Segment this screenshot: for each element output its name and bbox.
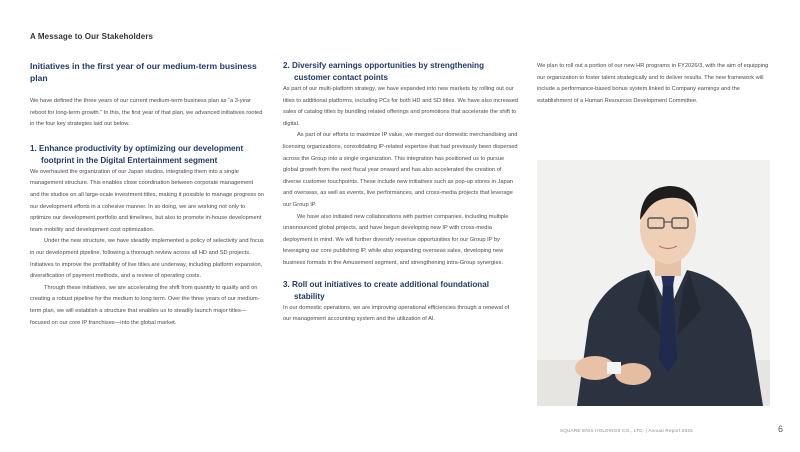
strategy-3-paragraph-1: In our domestic operations, we are improving operational efficiencies through a renewal of our management accounting system and the utilization of AI. — [283, 304, 510, 323]
strategy-1-paragraph-3: Through these initiatives, we are accelerating the shift from quantity to quality and on creating a robust pipeline for the medium to long term. Over the three years of our medium-term plan, we will establish a structure that enables us to steadily launch major titles—focused on our core IP franchises—into the global market. — [30, 284, 260, 326]
column-2 — [283, 60, 519, 326]
column-1 — [30, 60, 264, 329]
section-title: A Message to Our Stakeholders — [30, 32, 154, 41]
strategy-2-heading: 2. Diversify earnings opportunities by strengthening customer contact points — [283, 61, 485, 82]
strategy-1-heading: 1. Enhance productivity by optimizing our development footprint in the Digital Entertainment segment — [30, 143, 244, 165]
strategy-2-paragraph-2: As part of our efforts to maximize IP value, we merged our domestic merchandising and licensing organizations, consolidating IP-related expertise that had previously been dispersed across the Group into a single organization. This integration has positioned us to pursue global growth from the next fiscal year onward and has also accelerated the creation of diverse customer touchpoints. These include new initiatives such as pop-up stores in Japan and overseas, as well as events, live performances, and cross-media projects that leverage our Group IP. — [283, 132, 518, 208]
initiatives-heading: Initiatives in the first year of our medium-term business plan — [30, 61, 257, 83]
strategy-2-paragraph-1: As part of our multi-platform strategy, we have expanded into new markets by rolling out our titles to additional platforms, including PCs for both HD and SD titles. We have also increased sales of catalog titles by bundling related offerings and promotions that accelerate the shift to digital. — [283, 86, 519, 127]
page-number: 6 — [778, 424, 784, 434]
strategy-2-paragraph-3: We have also initiated new collaborations with partner companies, including multiple unannounced global projects, and have begun developing new IP with cross-media deployment in mind. We will further diversify revenue opportunities for our Group IP by leveraging our core publishing IP, while also expanding overseas sales, developing new business formats in the Amusement segment, and strengthening intra-Group synergies. — [283, 213, 509, 266]
footer-company: SQUARE ENIX HOLDINGS CO., LTD. | Annual Report 2025 — [560, 428, 693, 433]
strategy-3-heading: 3. Roll out initiatives to create additional foundational stability — [283, 279, 489, 301]
intro-paragraph: We have defined the three years of our current medium-term business plan as “a 3-year reboot for long-term growth.” In this, the first year of that plan, we advanced initiatives rooted in the four key strategies laid out below. — [30, 98, 263, 128]
strategy-1-paragraph-1: We overhauled the organization of our Japan studios, integrating them into a single management structure. This enables close coordination between corporate management and the studios on all large-scale investment titles, making it possible to manage progress on our development efforts in a cohesive manner. In so doing, we are working not only to optimize our development portfolio and timelines, but also to promote in-house development team mobility and development cost optimization. — [30, 168, 264, 233]
strategy-1-paragraph-2: Under the new structure, we have steadily implemented a policy of selectivity and focus in our development pipeline, following a thorough review across all HD and SD projects. Initiatives to improve the profitability of live titles are underway, including platform expansion, diversification of payment methods, and a review of operating costs. — [30, 238, 264, 280]
hr-paragraph: We plan to roll out a portion of our new HR programs in FY2026/3, with the aim of equipping our organization to foster talent strategically and to deliver results. The new framework will include a performance-based bonus system linked to Company earnings and the establishment of a Human Resources Development Committee. — [537, 63, 769, 104]
column-3 — [537, 61, 773, 107]
executive-portrait-photo — [537, 160, 770, 406]
